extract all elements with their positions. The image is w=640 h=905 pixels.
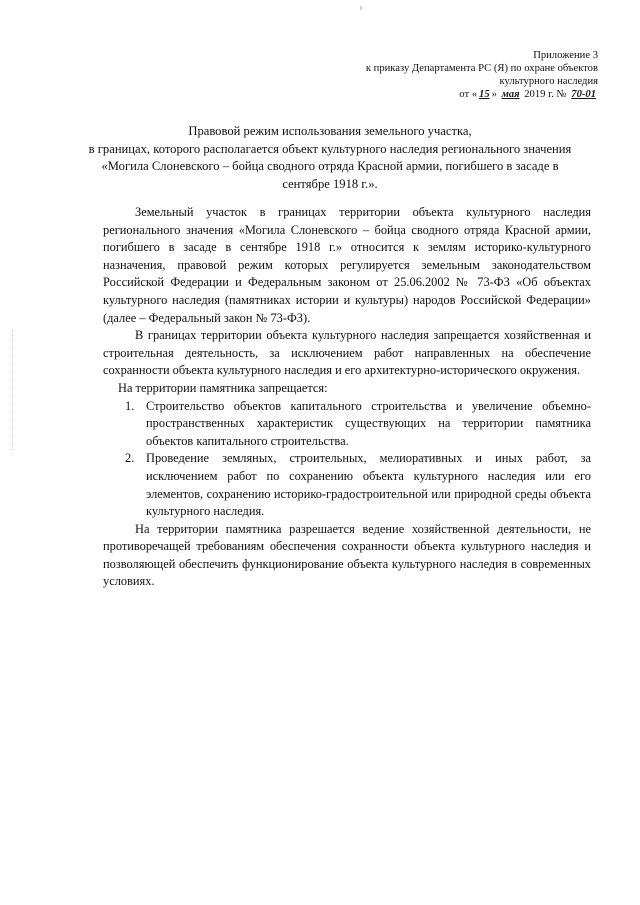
date-prefix: от « bbox=[459, 89, 478, 100]
list-item-text: Строительство объектов капитального строительства и увеличение объемно-пространственных характеристик существующих на территории памятника объектов капитального строительства. bbox=[146, 398, 591, 448]
list-item bbox=[103, 398, 591, 451]
date-year: 2019 г. № bbox=[524, 89, 567, 100]
list-item-number: 2. bbox=[125, 451, 135, 466]
title-line-3: «Могила Слоневского – бойца сводного отряда Красной армии, погибшего в засаде в bbox=[101, 159, 559, 174]
paragraph-permitted: На территории памятника разрешается ведение хозяйственной деятельности, не противоречащей требованиям обеспечения сохранности объекта культурного наследия и позволяющей обеспечить функционирование объекта культурного наследия в современных условиях. bbox=[103, 521, 591, 589]
date-mid: » bbox=[491, 89, 497, 100]
scan-margin-dots bbox=[12, 330, 15, 450]
document-title bbox=[70, 123, 590, 193]
date-month-handwritten: мая bbox=[501, 89, 520, 100]
title-line-1: Правовой режим использования земельного участка, bbox=[188, 124, 472, 138]
prohibited-list bbox=[103, 398, 591, 521]
title-line-2: в границах, которого располагается объект культурного наследия регионального значения bbox=[88, 141, 572, 156]
attachment-order: к приказу Департамента РС (Я) по охране объектов bbox=[365, 63, 598, 74]
attachment-block bbox=[298, 49, 598, 101]
date-day-handwritten: 15 bbox=[479, 89, 490, 100]
document-body bbox=[103, 204, 591, 591]
scan-mark bbox=[360, 6, 362, 10]
attachment-title: Приложение 3 bbox=[533, 50, 598, 61]
paragraph-prohibited-intro: На территории памятника запрещается: bbox=[118, 380, 328, 395]
list-item-text: Проведение земляных, строительных, мелиоративных и иных работ, за исключением работ по сохранению объекта культурного наследия или его элементов, сохранению историко-градостроительной или природной среды объекта культурного наследия. bbox=[146, 451, 591, 519]
list-item bbox=[103, 450, 591, 520]
order-number-handwritten: 70-01 bbox=[571, 89, 596, 100]
list-item-number: 1. bbox=[125, 398, 135, 413]
attachment-date bbox=[298, 88, 598, 101]
attachment-order-cont: культурного наследия bbox=[499, 76, 598, 87]
title-line-4: сентябре 1918 г.». bbox=[282, 176, 378, 191]
paragraph-legal-status: Земельный участок в границах территории объекта культурного наследия регионального значения «Могила Слоневского – бойца сводного отряда Красной армии, погибшего в засаде в сентябре 1918 г.» относится к землям историко-культурного назначения, правовой режим которых регулируется земельным законодательством Российской Федерации и Федеральным законом от 25.06.2002 № 73-ФЗ «Об объектах культурного наследия (памятниках истории и культуры) народов Российской Федерации» (далее – Федеральный закон № 73-ФЗ). bbox=[103, 205, 591, 325]
paragraph-prohibition: В границах территории объекта культурного наследия запрещается хозяйственная и строительная деятельность, за исключением работ направленных на обеспечение сохранности объекта культурного наследия и его архитектурно-исторического окружения. bbox=[103, 328, 591, 378]
